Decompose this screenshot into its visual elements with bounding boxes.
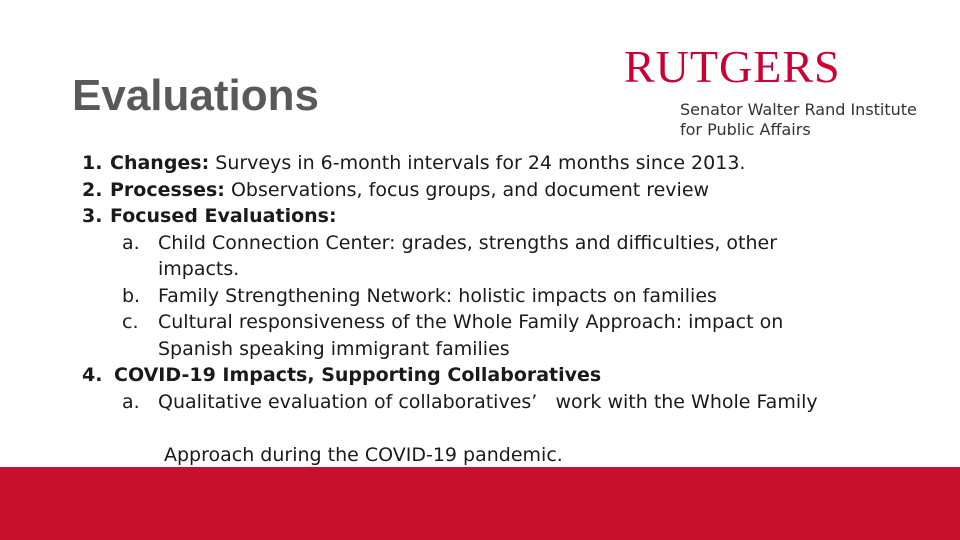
list-item-1	[82, 150, 922, 177]
list-item-4	[82, 362, 922, 389]
sub-item-text: Qualitative evaluation of collaboratives’ work with the Whole Family	[158, 390, 818, 413]
list-item-2	[82, 177, 922, 204]
logo-subtitle-line1: Senator Walter Rand Institute	[680, 100, 917, 119]
logo-subtitle-line2: for Public Affairs	[680, 120, 811, 139]
item-text: Surveys in 6-month intervals for 24 months since 2013.	[209, 152, 746, 174]
sub-item-3c	[82, 309, 922, 336]
sub-item-text: Child Connection Center: grades, strengths and difficulties, other	[158, 231, 778, 254]
item-text: Observations, focus groups, and document review	[224, 178, 710, 201]
sub-item-letter: a.	[122, 390, 140, 413]
sub-item-letter: b.	[122, 284, 141, 307]
slide-title: Evaluations	[72, 71, 319, 120]
item-number: 1.	[82, 152, 103, 174]
sub-item-letter: c.	[122, 311, 139, 333]
rutgers-logo	[624, 41, 924, 144]
item-number: 3.	[82, 205, 103, 227]
sub-item-text: Cultural responsiveness of the Whole Family Approach: impact on	[158, 311, 784, 333]
sub-item-letter: a.	[122, 231, 140, 254]
logo-wordmark: RUTGERS	[624, 41, 841, 92]
sub-item-4a	[82, 389, 922, 416]
sub-item-3b	[82, 283, 922, 310]
sub-item-text: Family Strengthening Network: holistic impacts on families	[158, 284, 717, 307]
logo-subtitle	[680, 100, 917, 140]
item-heading: COVID-19 Impacts, Supporting Collaboratives	[114, 364, 602, 386]
item-number: 2.	[82, 178, 103, 201]
item-heading: Changes:	[110, 152, 210, 174]
spacer	[82, 415, 922, 442]
evaluation-list	[82, 150, 922, 469]
sub-item-3c-continued: Spanish speaking immigrant families	[158, 337, 510, 360]
sub-item-4a-continued: Approach during the COVID-19 pandemic.	[164, 444, 563, 466]
list-item-3	[82, 203, 922, 230]
item-number: 4.	[82, 364, 103, 386]
sub-item-3a-continued: impacts.	[158, 258, 240, 280]
footer-band	[0, 467, 960, 540]
sub-item-3a	[82, 230, 922, 257]
item-heading: Focused Evaluations:	[110, 205, 337, 227]
item-heading: Processes:	[110, 178, 225, 201]
